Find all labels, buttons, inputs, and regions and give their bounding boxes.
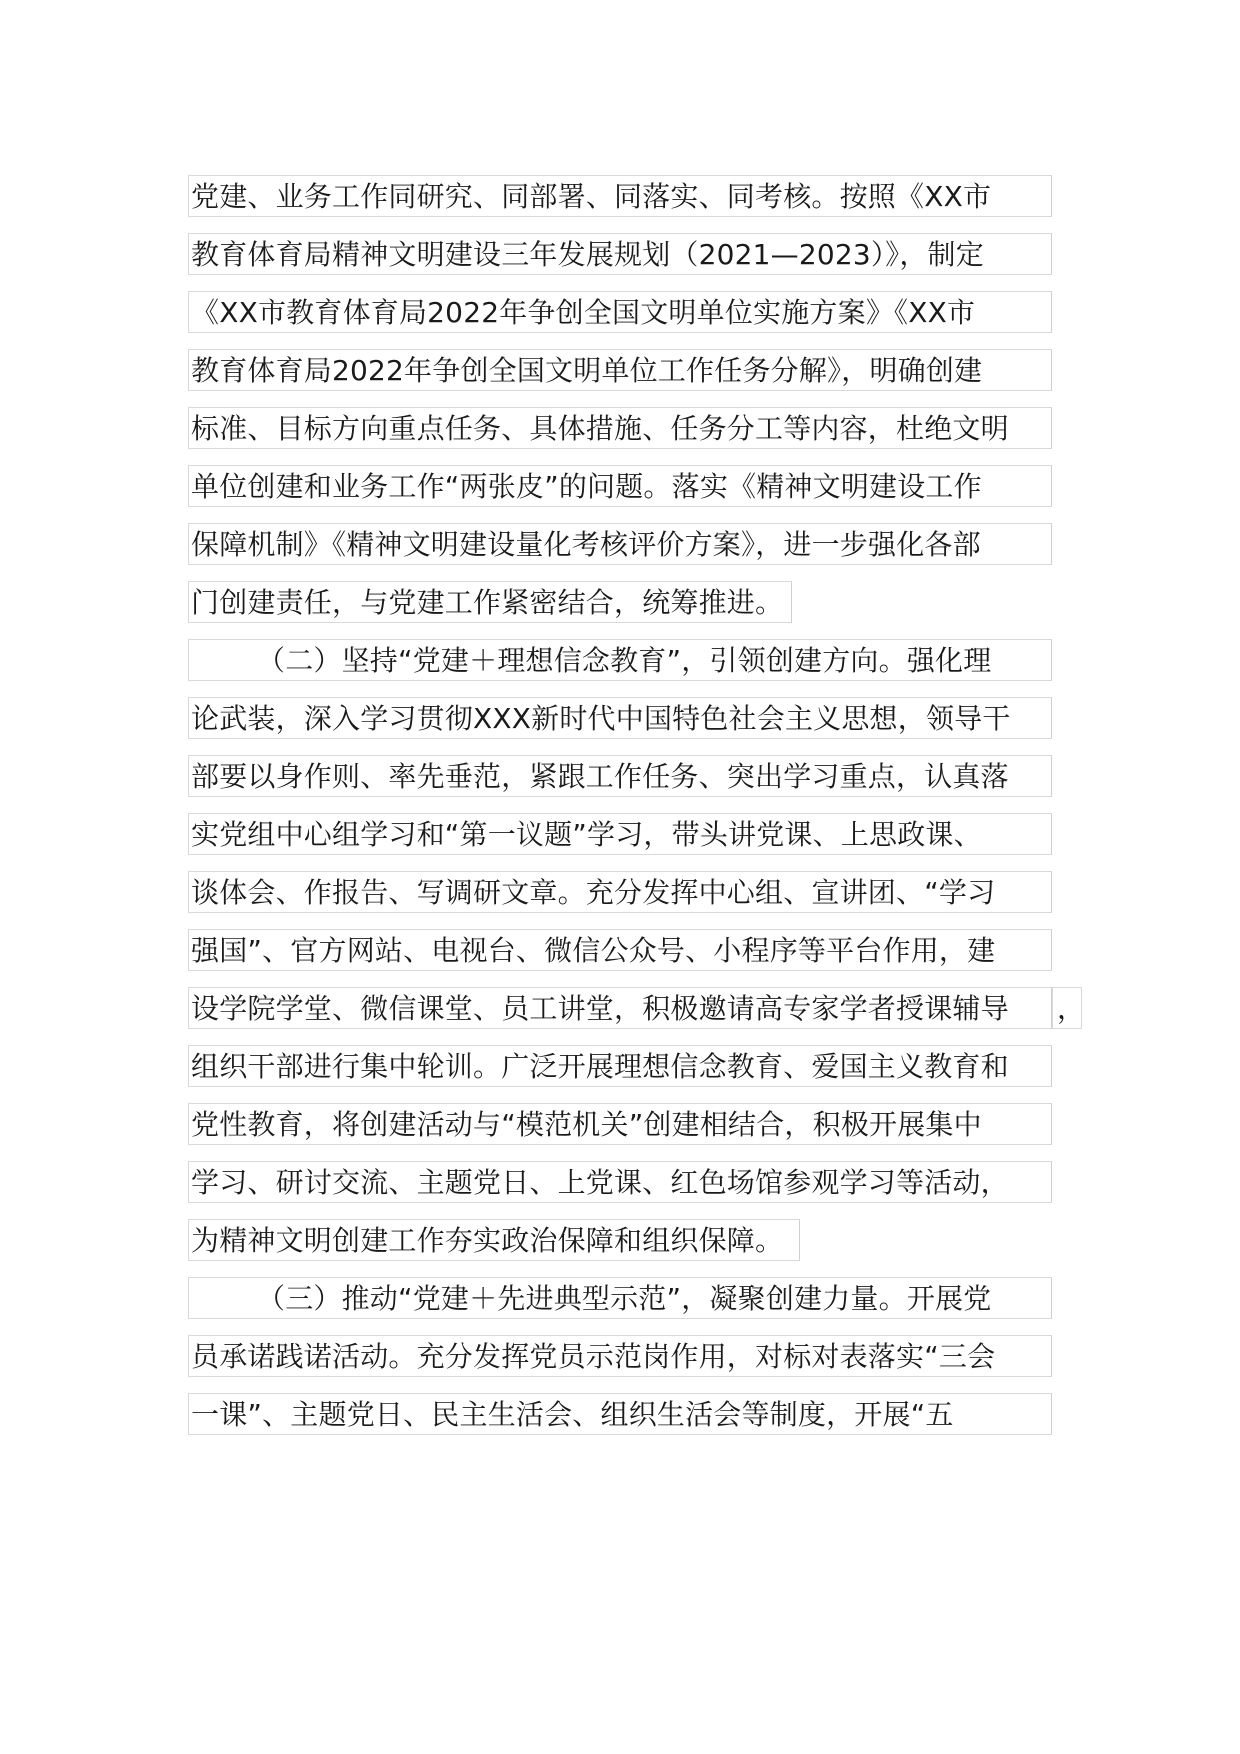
- text-line: 设学院学堂、微信课堂、员工讲堂，积极邀请高专家学者授课辅导: [188, 987, 1052, 1029]
- paragraph-heading-3: （三）推动“党建＋先进典型示范”，凝聚创建力量。开展党: [188, 1277, 1052, 1319]
- overflow-punctuation: ，: [1052, 987, 1082, 1029]
- text-line: 保障机制》《精神文明建设量化考核评价方案》，进一步强化各部: [188, 523, 1052, 565]
- text-line: 学习、研讨交流、主题党日、上党课、红色场馆参观学习等活动，: [188, 1161, 1052, 1203]
- text-line: 《XX市教育体育局2022年争创全国文明单位实施方案》《XX市: [188, 291, 1052, 333]
- text-line: 党建、业务工作同研究、同部署、同落实、同考核。按照《XX市: [188, 175, 1052, 217]
- text-line: 党性教育，将创建活动与“模范机关”创建相结合，积极开展集中: [188, 1103, 1052, 1145]
- text-line: 谈体会、作报告、写调研文章。充分发挥中心组、宣讲团、“学习: [188, 871, 1052, 913]
- text-line: 部要以身作则、率先垂范，紧跟工作任务、突出学习重点，认真落: [188, 755, 1052, 797]
- text-line: 教育体育局2022年争创全国文明单位工作任务分解》，明确创建: [188, 349, 1052, 391]
- text-line: 强国”、官方网站、电视台、微信公众号、小程序等平台作用，建: [188, 929, 1052, 971]
- text-line: 员承诺践诺活动。充分发挥党员示范岗作用，对标对表落实“三会: [188, 1335, 1052, 1377]
- text-line: 标准、目标方向重点任务、具体措施、任务分工等内容，杜绝文明: [188, 407, 1052, 449]
- text-line: 组织干部进行集中轮训。广泛开展理想信念教育、爱国主义教育和: [188, 1045, 1052, 1087]
- text-line: 实党组中心组学习和“第一议题”学习，带头讲党课、上思政课、: [188, 813, 1052, 855]
- text-line: 单位创建和业务工作“两张皮”的问题。落实《精神文明建设工作: [188, 465, 1052, 507]
- text-line: 门创建责任，与党建工作紧密结合，统筹推进。: [188, 581, 792, 623]
- text-line: 为精神文明创建工作夯实政治保障和组织保障。: [188, 1219, 800, 1261]
- paragraph-heading-2: （二）坚持“党建＋理想信念教育”，引领创建方向。强化理: [188, 639, 1052, 681]
- text-line: 论武装，深入学习贯彻XXX新时代中国特色社会主义思想，领导干: [188, 697, 1052, 739]
- text-line: 教育体育局精神文明建设三年发展规划（2021—2023）》，制定: [188, 233, 1052, 275]
- text-line: 一课”、主题党日、民主生活会、组织生活会等制度，开展“五: [188, 1393, 1052, 1435]
